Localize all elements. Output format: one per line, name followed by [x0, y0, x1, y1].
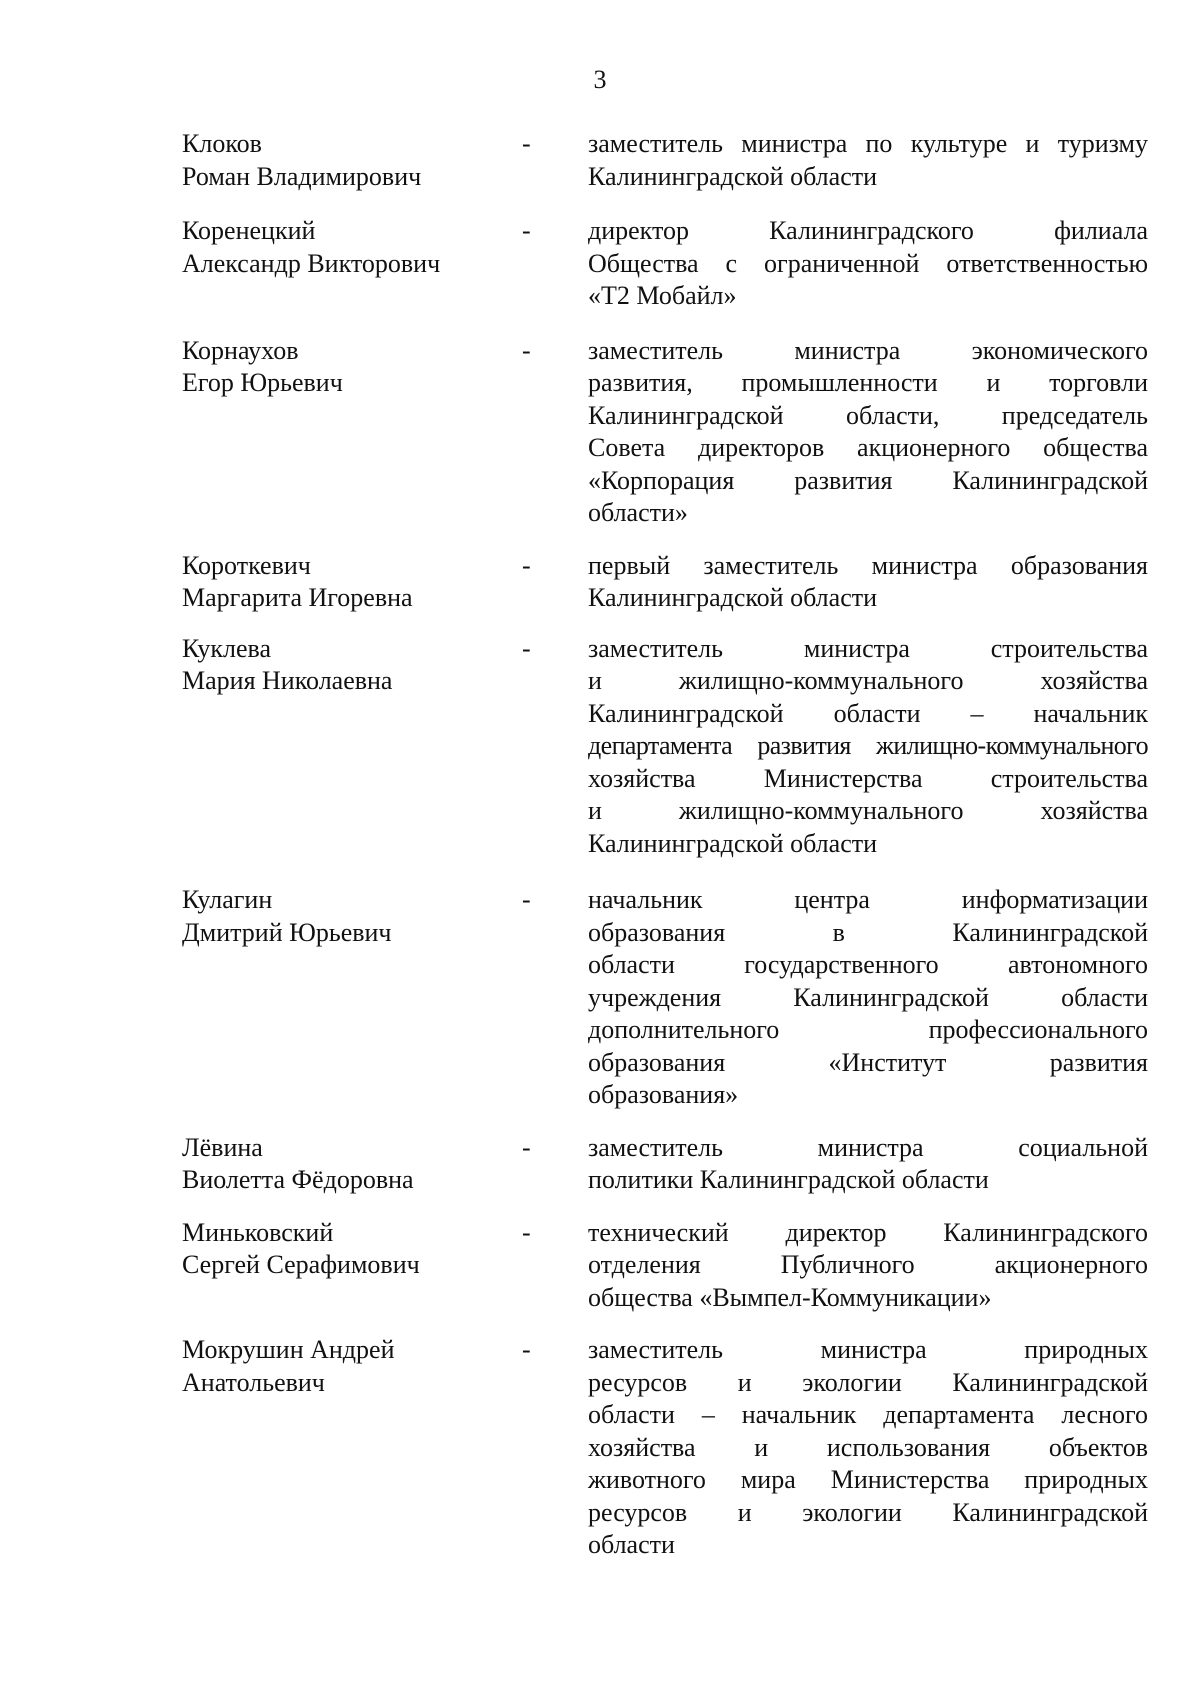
name-line: Лёвина: [182, 1132, 263, 1162]
desc-line: хозяйства Министерства строительства: [588, 763, 1148, 793]
desc-line: общества «Вымпел-Коммуникации»: [588, 1282, 992, 1312]
desc-line: Калининградской области – начальник: [588, 698, 1148, 728]
desc-line: учреждения Калининградской области: [588, 982, 1148, 1012]
name-line: Мария Николаевна: [182, 666, 393, 695]
list-item: [182, 633, 1148, 861]
desc-line: первый заместитель министра образования: [588, 550, 1148, 580]
desc-line: Совета директоров акционерного общества: [588, 433, 1148, 462]
separator-dash: -: [522, 1335, 531, 1364]
desc-line: начальник центра информатизации: [588, 885, 1148, 914]
person-name: [182, 633, 512, 698]
name-line: Маргарита Игоревна: [182, 583, 413, 612]
name-line: Анатольевич: [182, 1367, 325, 1397]
position-description: [588, 884, 1148, 1112]
name-line: Коренецкий: [182, 216, 316, 245]
list-item: [182, 550, 1148, 615]
list-item: [182, 884, 1148, 1112]
desc-line: Калининградской области: [588, 161, 878, 191]
list-item: [182, 1217, 1148, 1315]
desc-line: образования»: [588, 1080, 739, 1109]
name-line: Куклева: [182, 633, 272, 663]
member-list: [182, 128, 1148, 1562]
name-line: Егор Юрьевич: [182, 368, 343, 397]
name-line: Миньковский: [182, 1217, 334, 1247]
desc-line: технический директор Калининградского: [588, 1217, 1148, 1247]
name-line: Роман Владимирович: [182, 161, 422, 191]
name-line: Мокрушин Андрей: [182, 1335, 395, 1364]
list-item: [182, 215, 1148, 313]
desc-line: Калининградской области, председатель: [588, 400, 1148, 430]
desc-line: развития, промышленности и торговли: [588, 368, 1148, 397]
desc-line: заместитель министра экономического: [588, 335, 1148, 365]
desc-line: заместитель министра социальной: [588, 1132, 1148, 1162]
name-line: Кулагин: [182, 885, 273, 914]
desc-line: области государственного автономного: [588, 950, 1148, 979]
desc-line: политики Калининградской области: [588, 1165, 989, 1194]
desc-line: директор Калининградского филиала: [588, 216, 1148, 245]
desc-line: и жилищно-коммунального хозяйства: [588, 666, 1148, 695]
name-line: Корнаухов: [182, 335, 299, 365]
person-name: [182, 215, 512, 280]
name-line: Дмитрий Юрьевич: [182, 917, 392, 947]
position-description: [588, 335, 1148, 530]
position-description: [588, 1217, 1148, 1315]
name-line: Короткевич: [182, 550, 311, 580]
person-name: [182, 335, 512, 400]
name-line: Александр Викторович: [182, 248, 441, 278]
desc-line: департамента развития жилищно-коммунального: [588, 731, 1148, 760]
separator-dash: -: [522, 550, 531, 580]
position-description: [588, 1132, 1148, 1197]
desc-line: отделения Публичного акционерного: [588, 1250, 1148, 1279]
name-line: Сергей Серафимович: [182, 1250, 420, 1279]
person-name: [182, 1217, 512, 1282]
desc-line: животного мира Министерства природных: [588, 1465, 1148, 1494]
person-name: [182, 1132, 512, 1197]
list-item: [182, 128, 1148, 193]
desc-line: хозяйства и использования объектов: [588, 1432, 1148, 1462]
desc-line: «Корпорация развития Калининградской: [588, 465, 1148, 495]
desc-line: области»: [588, 498, 688, 527]
list-item: [182, 1132, 1148, 1197]
position-description: [588, 633, 1148, 861]
separator-dash: -: [522, 335, 531, 365]
person-name: [182, 128, 512, 193]
person-name: [182, 1334, 512, 1399]
position-description: [588, 128, 1148, 193]
person-name: [182, 884, 512, 949]
desc-line: дополнительного профессионального: [588, 1015, 1148, 1044]
list-item: [182, 1334, 1148, 1562]
separator-dash: -: [522, 129, 531, 158]
separator-dash: -: [522, 633, 531, 663]
name-line: Клоков: [182, 129, 262, 158]
separator-dash: -: [522, 1132, 531, 1162]
desc-line: области: [588, 1530, 675, 1559]
position-description: [588, 550, 1148, 615]
desc-line: образования «Институт развития: [588, 1047, 1148, 1077]
position-description: [588, 1334, 1148, 1562]
desc-line: Калининградской области: [588, 583, 878, 612]
name-line: Виолетта Фёдоровна: [182, 1165, 414, 1194]
separator-dash: -: [522, 885, 531, 914]
person-name: [182, 550, 512, 615]
separator-dash: -: [522, 1217, 531, 1247]
desc-line: заместитель министра строительства: [588, 633, 1148, 663]
position-description: [588, 215, 1148, 313]
desc-line: и жилищно-коммунального хозяйства: [588, 796, 1148, 825]
desc-line: области – начальник департамента лесного: [588, 1400, 1148, 1429]
desc-line: Общества с ограниченной ответственностью: [588, 248, 1148, 278]
desc-line: заместитель министра природных: [588, 1335, 1148, 1364]
desc-line: ресурсов и экологии Калининградской: [588, 1497, 1148, 1527]
desc-line: образования в Калининградской: [588, 917, 1148, 947]
desc-line: Калининградской области: [588, 828, 878, 858]
desc-line: заместитель министра по культуре и туризму: [588, 129, 1148, 158]
page-number: 3: [593, 65, 607, 94]
list-item: [182, 335, 1148, 530]
separator-dash: -: [522, 216, 531, 245]
desc-line: ресурсов и экологии Калининградской: [588, 1367, 1148, 1397]
desc-line: «Т2 Мобайл»: [588, 281, 737, 310]
